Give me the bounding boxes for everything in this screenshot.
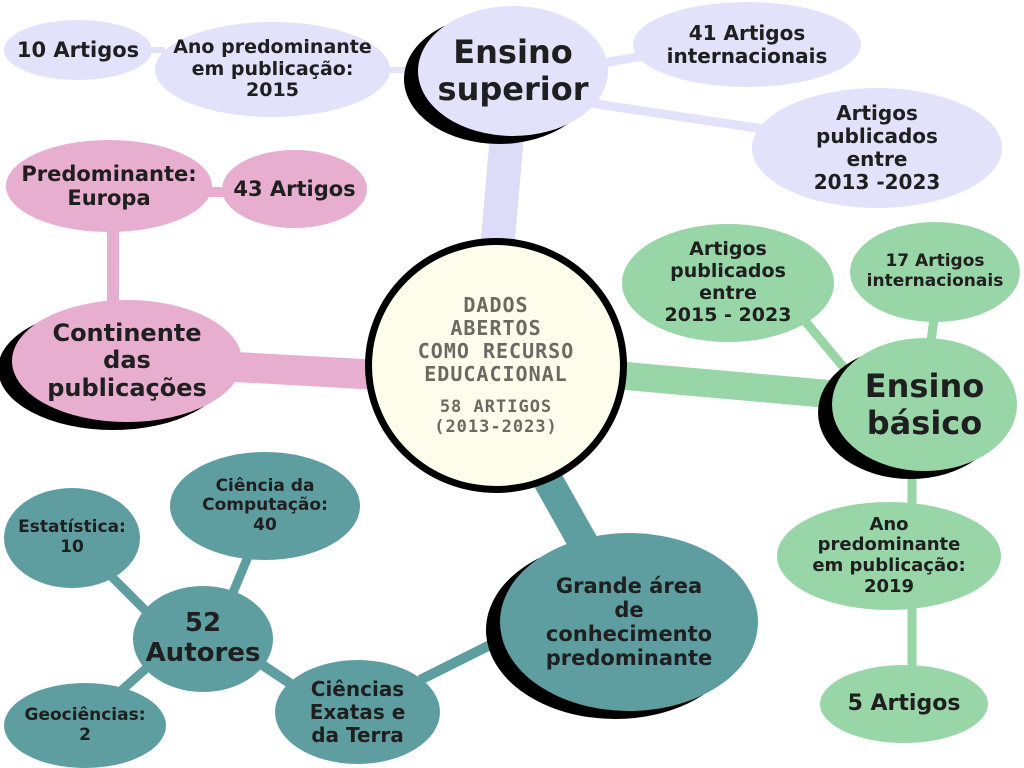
basico-internacionais-node-line-1: 17 Artigos: [885, 251, 985, 272]
continente-artigos-label: 43 Artigos: [233, 176, 356, 201]
basico-ano-artigos-label: 5 Artigos: [847, 691, 961, 717]
estatistica-node-line-2: 10: [60, 537, 84, 557]
basico-ano-node-line-2: predominante: [817, 534, 961, 556]
center-subtitle-line-2: (2013-2023): [434, 416, 558, 437]
basico-ano-node-line-1: Ano: [869, 513, 909, 535]
center-title-line-3: COMO RECURSO: [417, 338, 575, 363]
continente-hub-line-2: das: [103, 346, 151, 375]
center-title-line-2: ABERTOS: [450, 315, 542, 340]
basico-internacionais-node-line-2: internacionais: [866, 271, 1004, 291]
superior-periodo-node-line-2: publicados: [816, 124, 938, 148]
computacao-node-line-2: Computação:: [202, 495, 328, 516]
continente-hub-line-1: Continente: [52, 318, 202, 347]
estatistica-node: [4, 488, 140, 588]
connector-basico-periodo: [800, 315, 850, 375]
basico-ano-node: [777, 502, 1001, 610]
ensino-basico-hub-line-1: Ensino: [864, 366, 985, 405]
geociencias-node-line-1: Geociências:: [24, 704, 146, 725]
exatas-node-line-3: da Terra: [311, 722, 404, 747]
ensino-superior-hub-line-1: Ensino: [453, 33, 573, 72]
connector-superior-periodo: [570, 100, 770, 130]
continente-hub-line-3: publicações: [47, 373, 207, 402]
geociencias-node-line-2: 2: [79, 724, 91, 745]
superior-ano-node-line-2: em publicação:: [191, 57, 354, 80]
grande-area-hub-line-3: conhecimento: [545, 622, 713, 646]
superior-ano-node-line-1: Ano predominante: [173, 35, 372, 58]
center-title-line-1: DADOS: [463, 292, 529, 317]
center-subtitle: [434, 398, 558, 437]
computacao-node-line-3: 40: [253, 514, 277, 535]
exatas-node-line-1: Ciências: [310, 676, 405, 701]
computacao-node-line-1: Ciência da: [215, 475, 315, 496]
ensino-basico-hub: [832, 338, 1017, 471]
superior-ano-artigos-node: [4, 20, 152, 80]
ensino-superior-hub: [418, 6, 608, 136]
ensino-basico-hub-line-2: básico: [866, 403, 983, 442]
exatas-node: [275, 660, 440, 764]
center-title-line-4: EDUCACIONAL: [424, 361, 568, 386]
superior-periodo-node-line-1: Artigos: [836, 101, 918, 125]
grande-area-hub-line-2: de: [614, 597, 644, 622]
basico-internacionais-node: [850, 222, 1020, 322]
grande-area-hub: [500, 533, 758, 711]
continente-hub: [12, 300, 242, 422]
basico-periodo-node: [622, 224, 834, 342]
center-title: [418, 294, 575, 386]
estatistica-node-line-1: Estatística:: [18, 517, 126, 538]
grande-area-hub-line-4: predominante: [545, 646, 713, 671]
continente-artigos-node: [222, 150, 367, 228]
superior-periodo-node-line-4: 2013 -2023: [813, 170, 941, 194]
ensino-superior-hub-line-2: superior: [437, 70, 589, 108]
superior-ano-node-line-3: 2015: [246, 79, 299, 102]
grande-area-hub-line-1: Grande área: [555, 573, 703, 598]
basico-ano-node-line-4: 2019: [863, 575, 915, 597]
superior-internacionais-node-line-2: internacionais: [666, 43, 828, 68]
center-subtitle-line-1: 58 ARTIGOS: [439, 396, 553, 417]
basico-ano-node-line-3: em publicação:: [812, 555, 966, 576]
superior-periodo-node: [752, 88, 1002, 208]
autores-node-line-2: Autores: [145, 638, 261, 668]
basico-periodo-node-line-2: publicados: [670, 260, 786, 283]
basico-ano-artigos-node: [820, 665, 988, 743]
superior-periodo-node-line-3: entre: [846, 147, 908, 171]
superior-ano-node: [155, 22, 390, 117]
autores-node-line-1: 52: [184, 608, 222, 639]
autores-node: [133, 586, 273, 692]
basico-periodo-node-line-1: Artigos: [689, 238, 767, 261]
superior-ano-artigos-label: 10 Artigos: [16, 37, 140, 62]
continente-predominante-node-line-2: Europa: [67, 186, 151, 210]
basico-periodo-node-line-4: 2015 - 2023: [664, 303, 792, 326]
continente-predominante-node-line-1: Predominante:: [21, 161, 197, 186]
exatas-node-line-2: Exatas e: [309, 699, 406, 724]
continente-predominante-node: [6, 140, 212, 232]
connector-grande-area-exatas: [420, 635, 510, 680]
superior-internacionais-node: [633, 2, 861, 87]
superior-internacionais-node-line-1: 41 Artigos: [688, 20, 806, 45]
basico-periodo-node-line-3: entre: [699, 282, 757, 304]
geociencias-node: [4, 683, 166, 768]
center-topic: [365, 238, 627, 493]
connector-basico-center: [615, 375, 840, 395]
computacao-node: [170, 452, 360, 560]
